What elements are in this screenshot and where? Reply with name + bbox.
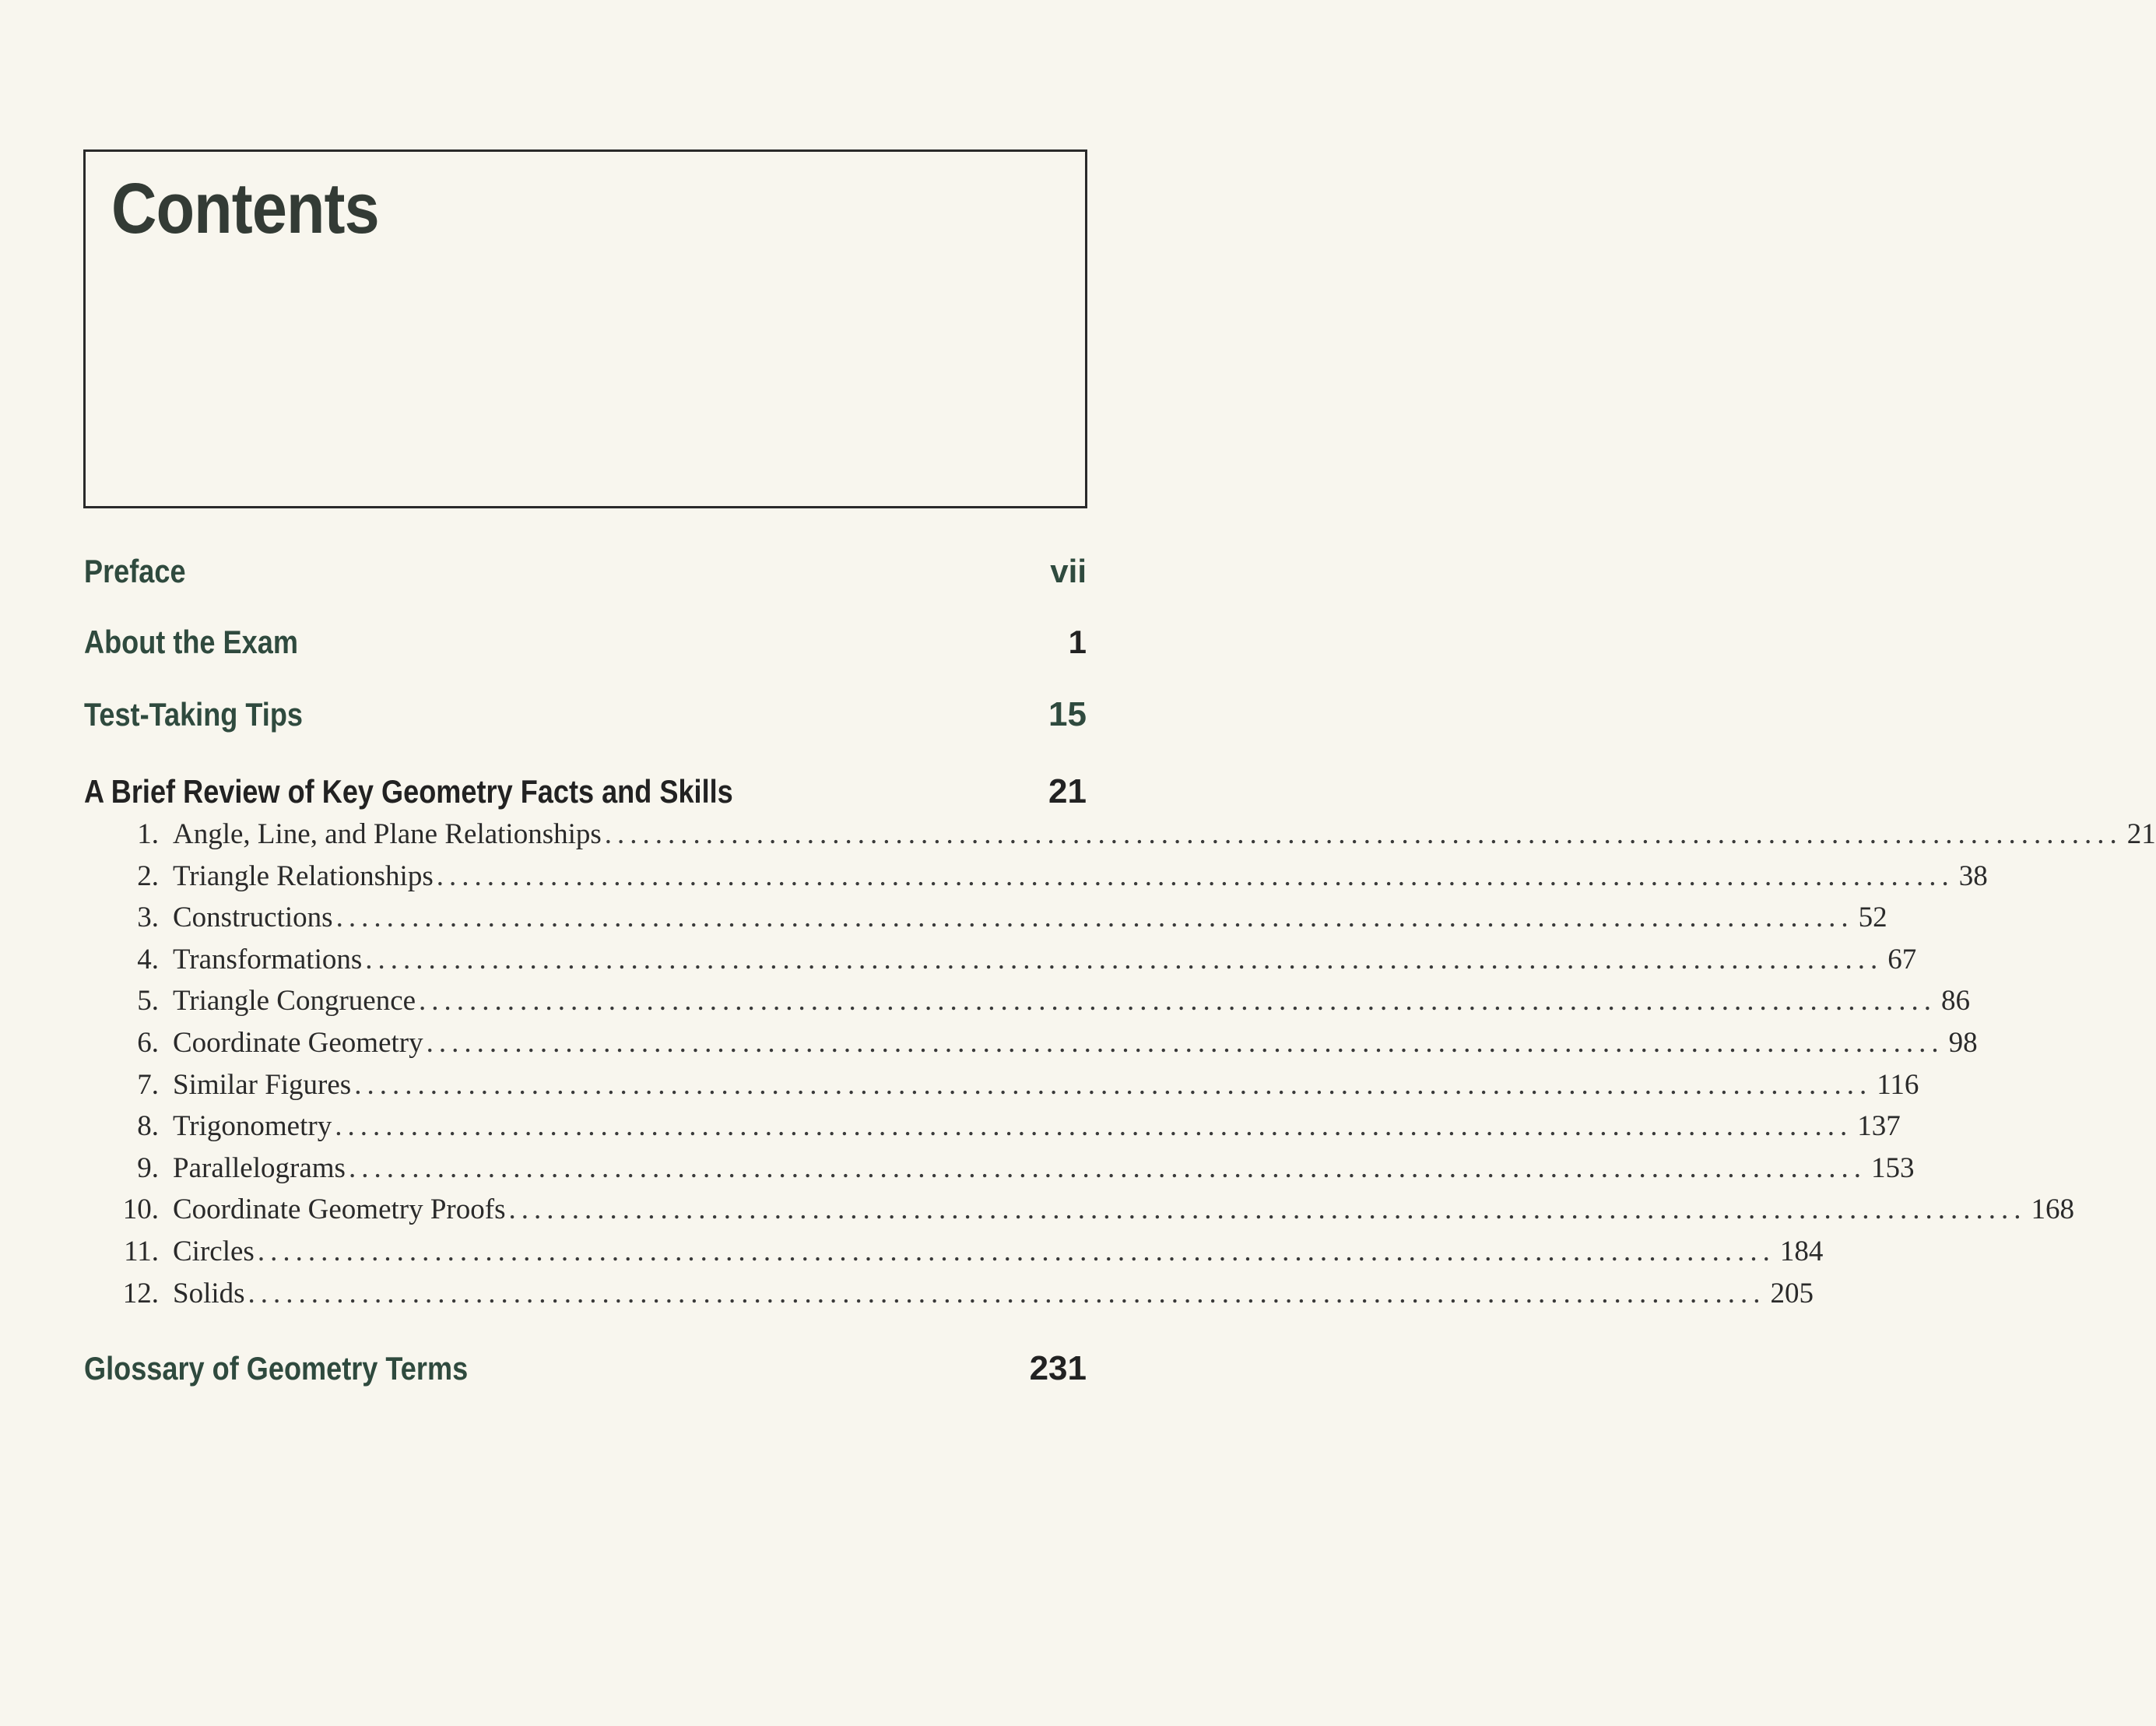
- dot-leader: ........................................................................................................................: [335, 902, 1854, 934]
- toc-entry-brief-review[interactable]: [84, 772, 1087, 810]
- chapter-number: 3.: [137, 902, 159, 934]
- chapter-entry[interactable]: [109, 1235, 1824, 1279]
- chapter-number: 7.: [137, 1068, 159, 1101]
- chapter-title: Similar Figures: [173, 1068, 352, 1101]
- dot-leader: ........................................................................................................................: [426, 1026, 1944, 1059]
- dot-leader: ........................................................................................................................: [419, 985, 1937, 1018]
- page-title: Contents: [111, 169, 379, 248]
- toc-entry-label: Test-Taking Tips: [84, 696, 303, 733]
- toc-entry-label: A Brief Review of Key Geometry Facts and Skills: [84, 773, 733, 810]
- chapter-title: Triangle Relationships: [173, 859, 434, 892]
- chapter-page: 67: [1887, 943, 1917, 975]
- chapter-entry[interactable]: [109, 1110, 1901, 1154]
- toc-entry-about-exam[interactable]: [84, 626, 1087, 659]
- toc-entry-label: Preface: [84, 553, 186, 589]
- dot-leader: ........................................................................................................................: [248, 1277, 1766, 1309]
- chapter-page: 137: [1857, 1110, 1901, 1143]
- toc-entry-test-taking-tips[interactable]: [84, 695, 1087, 733]
- chapter-entry[interactable]: [109, 902, 1887, 945]
- chapter-page: 116: [1877, 1068, 1919, 1101]
- chapter-page: 86: [1941, 985, 1971, 1018]
- chapter-title: Transformations: [173, 943, 363, 975]
- chapter-entry[interactable]: [109, 943, 1917, 987]
- toc-entry-page: vii: [1050, 553, 1087, 589]
- toc-entry-label: About the Exam: [84, 624, 298, 660]
- chapter-title: Coordinate Geometry: [173, 1026, 423, 1059]
- dot-leader: ........................................................................................................................: [354, 1068, 1873, 1101]
- chapter-number: 10.: [122, 1193, 159, 1226]
- chapter-page: 153: [1870, 1151, 1915, 1184]
- chapter-title: Coordinate Geometry Proofs: [173, 1193, 506, 1226]
- dot-leader: ........................................................................................................................: [436, 859, 1954, 892]
- chapter-number: 9.: [137, 1151, 159, 1184]
- chapter-page: 21: [2126, 818, 2156, 850]
- chapter-number: 8.: [137, 1110, 159, 1143]
- toc-entry-glossary[interactable]: [84, 1349, 1087, 1387]
- toc-entry-preface[interactable]: [84, 555, 1087, 588]
- chapter-page: 52: [1858, 902, 1887, 934]
- chapter-entry[interactable]: [109, 859, 1988, 904]
- chapter-entry[interactable]: [109, 1026, 1978, 1070]
- dot-leader: ........................................................................................................................: [508, 1193, 2027, 1226]
- chapter-number: 6.: [137, 1026, 159, 1059]
- chapter-title: Parallelograms: [173, 1151, 346, 1184]
- chapter-number: 5.: [137, 985, 159, 1018]
- chapter-number: 2.: [137, 859, 159, 892]
- chapter-page: 98: [1948, 1026, 1978, 1059]
- toc-entry-page: 21: [1048, 772, 1087, 810]
- chapter-list: [109, 818, 2156, 1320]
- dot-leader: ........................................................................................................................: [335, 1110, 1853, 1143]
- toc-entry-label: Glossary of Geometry Terms: [84, 1350, 469, 1387]
- dot-leader: ........................................................................................................................: [604, 818, 2123, 850]
- chapter-page: 184: [1779, 1235, 1824, 1267]
- chapter-number: 12.: [122, 1277, 159, 1309]
- chapter-title: Trigonometry: [173, 1110, 332, 1143]
- chapter-entry[interactable]: [109, 985, 1971, 1028]
- chapter-entry[interactable]: [109, 1068, 1919, 1113]
- chapter-page: 38: [1958, 859, 1988, 892]
- chapter-title: Triangle Congruence: [173, 985, 416, 1018]
- toc-entry-page: 231: [1029, 1349, 1087, 1387]
- chapter-entry[interactable]: [109, 1193, 2074, 1237]
- chapter-page: 205: [1770, 1277, 1814, 1309]
- chapter-entry[interactable]: [109, 1277, 1814, 1321]
- chapter-number: 11.: [124, 1235, 159, 1267]
- toc-entry-page: 1: [1068, 624, 1087, 660]
- chapter-title: Solids: [173, 1277, 245, 1309]
- dot-leader: ........................................................................................................................: [348, 1151, 1866, 1184]
- chapter-title: Circles: [173, 1235, 255, 1267]
- chapter-page: 168: [2031, 1193, 2074, 1226]
- chapter-title: Constructions: [173, 902, 333, 934]
- chapter-title: Angle, Line, and Plane Relationships: [173, 818, 602, 850]
- dot-leader: ........................................................................................................................: [257, 1235, 1775, 1267]
- chapter-entry[interactable]: [109, 1151, 1915, 1196]
- dot-leader: ........................................................................................................................: [365, 943, 1884, 975]
- chapter-number: 1.: [137, 818, 159, 850]
- chapter-number: 4.: [137, 943, 159, 975]
- toc-entry-page: 15: [1048, 695, 1087, 733]
- chapter-entry[interactable]: [109, 818, 2156, 862]
